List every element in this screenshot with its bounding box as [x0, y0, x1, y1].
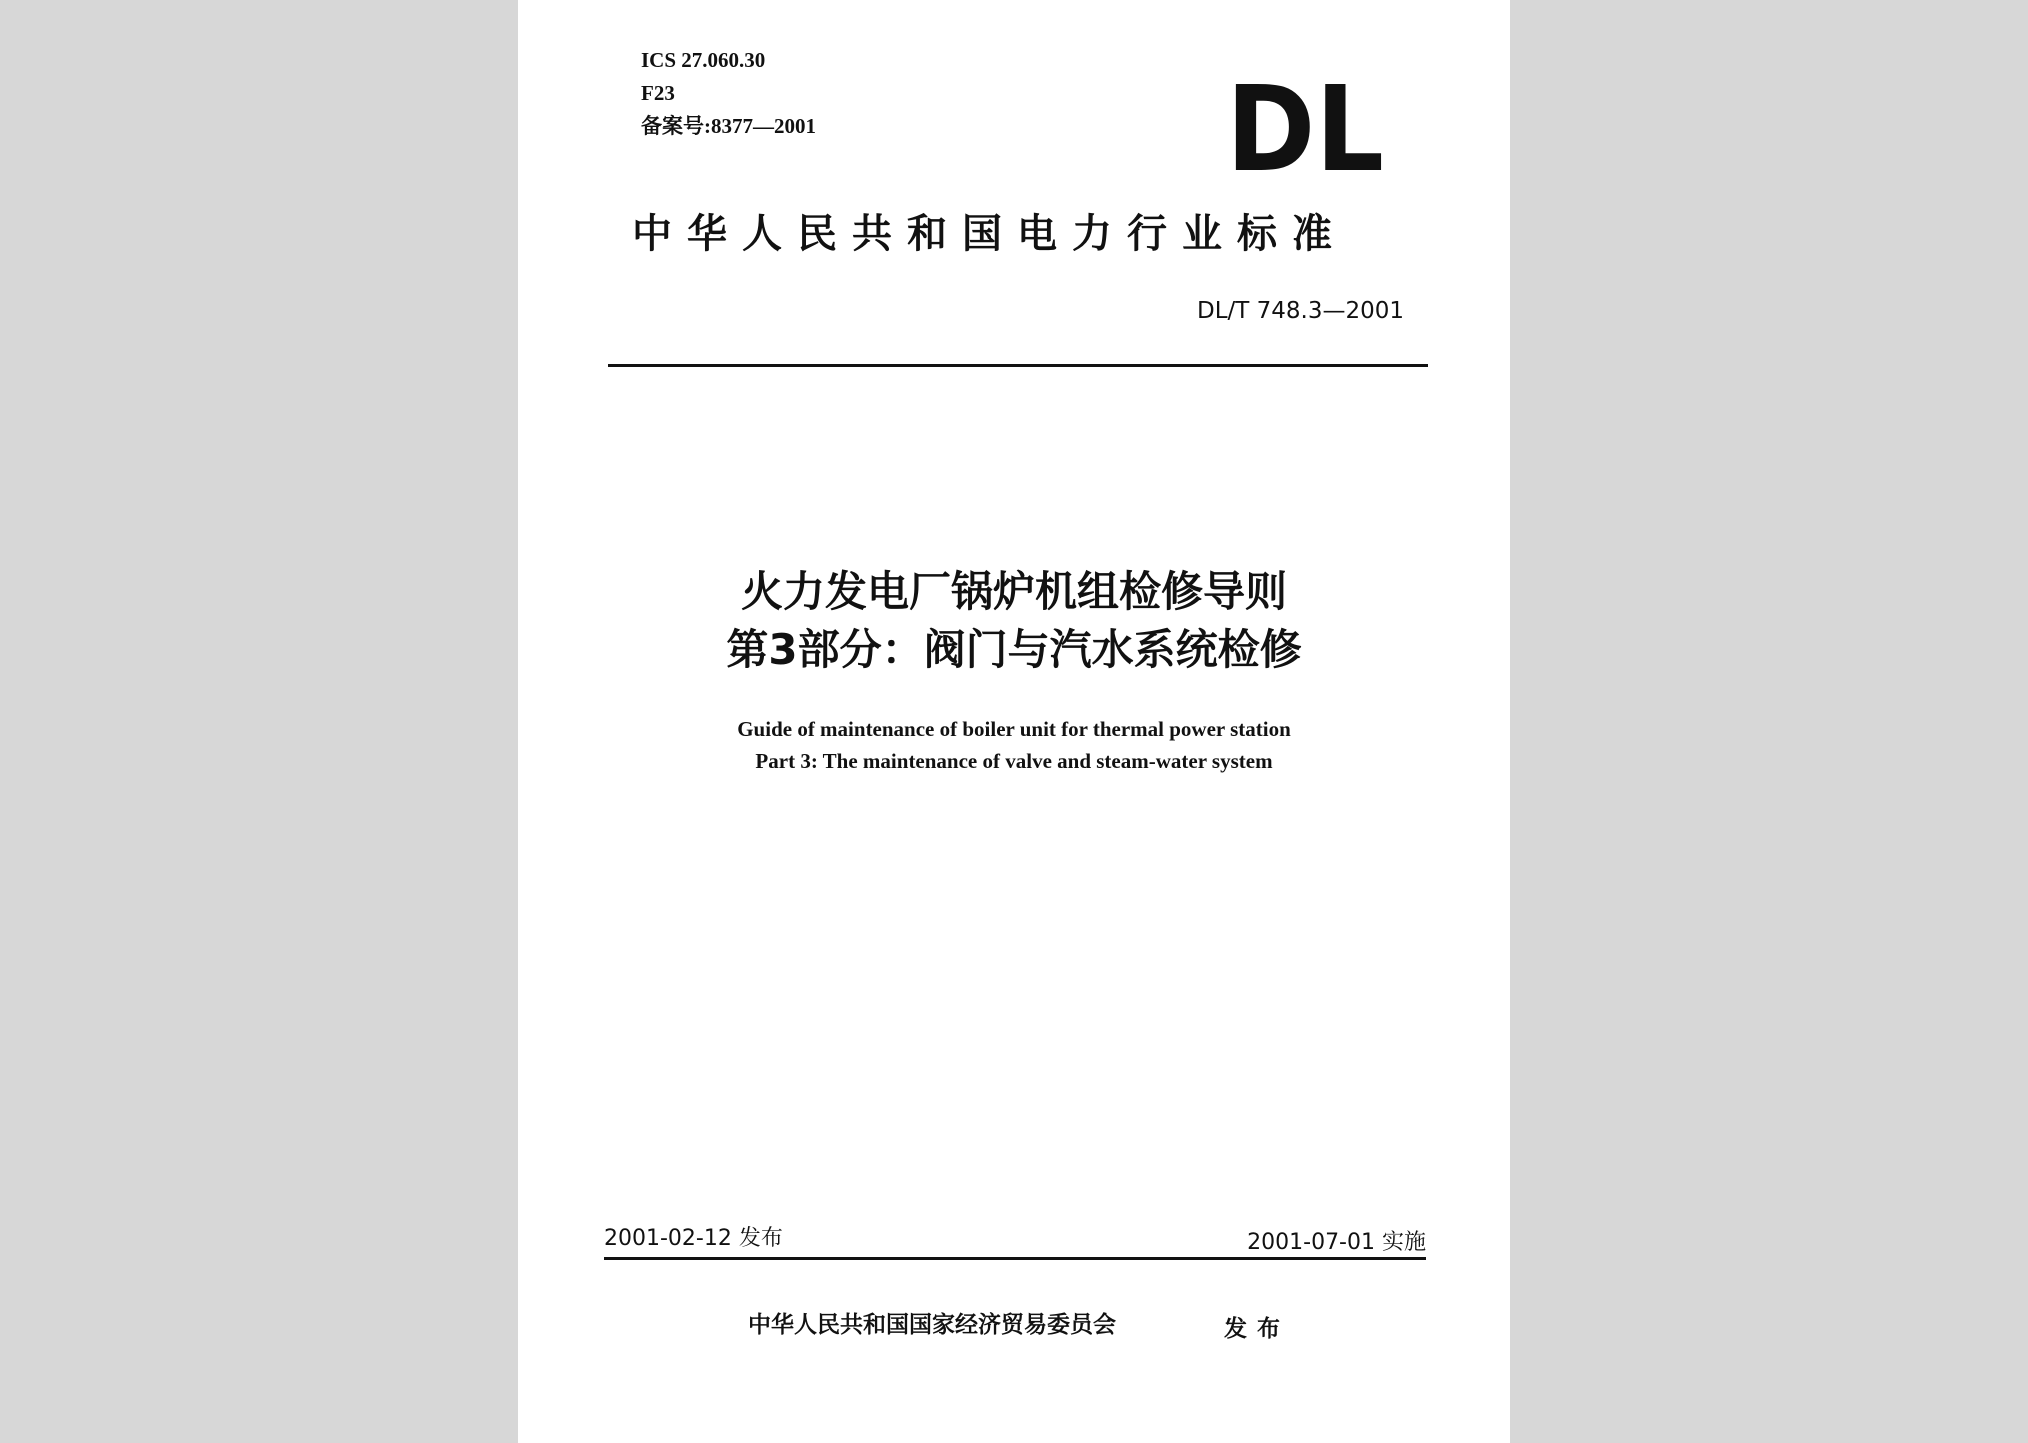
industry-standard-title: 中华人民共和国电力行业标准 [632, 211, 1347, 257]
record-number: 备案号:8377—2001 [641, 114, 816, 138]
dl-logo-text: DL [1226, 78, 1384, 178]
chinese-title [518, 563, 1510, 679]
english-title [518, 713, 1510, 777]
ics-code: ICS 27.060.30 [641, 48, 766, 72]
classification-block [641, 44, 816, 143]
english-title-line-1: Guide of maintenance of boiler unit for thermal power station [737, 717, 1291, 741]
top-divider [608, 364, 1428, 367]
bottom-divider [604, 1257, 1426, 1260]
standard-number: DL/T 748.3—2001 [1196, 298, 1404, 324]
publish-label: 发布 [1224, 1316, 1290, 1342]
chinese-title-line-1: 火力发电厂锅炉机组检修导则 [740, 567, 1287, 616]
document-page [518, 0, 1510, 1443]
issue-date: 2001-02-12 发布 [604, 1226, 783, 1251]
chinese-title-line-2: 第3部分：阀门与汽水系统检修 [726, 625, 1302, 674]
issuing-authority: 中华人民共和国国家经济贸易委员会 [748, 1312, 1116, 1338]
implementation-date: 2001-07-01 实施 [1247, 1230, 1426, 1255]
dl-logo [1226, 78, 1386, 178]
ccs-code: F23 [641, 81, 675, 105]
english-title-line-2: Part 3: The maintenance of valve and steam-water system [755, 749, 1273, 773]
